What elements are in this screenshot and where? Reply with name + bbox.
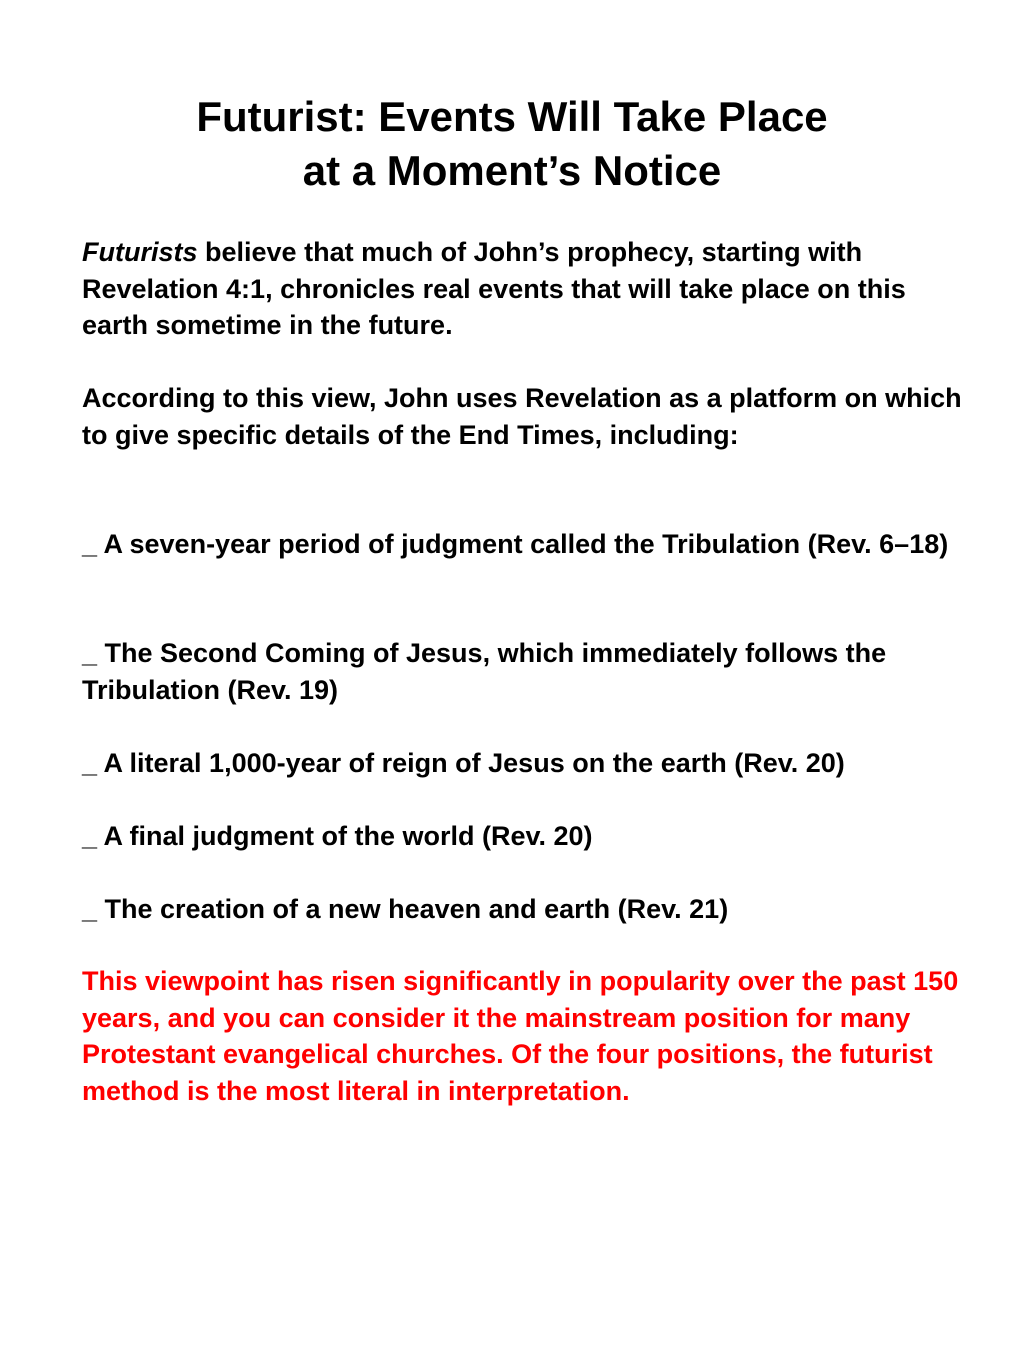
title-line-2: at a Moment’s Notice	[302, 147, 722, 194]
conclusion-paragraph: This viewpoint has risen significantly in popularity over the past 150 years, and you can consider it the mainstream position for many Protestant evangelical churches. Of the four positions, the futurist method is the most literal in interpretation.	[82, 966, 959, 1106]
view-paragraph: According to this view, John uses Revelation as a platform on which to give specific details of the End Times, including:	[82, 383, 962, 450]
bullet-item: _ The Second Coming of Jesus, which immediately follows the Tribulation (Rev. 19)	[82, 638, 887, 705]
bullet-item: _ A literal 1,000-year of reign of Jesus on the earth (Rev. 20)	[82, 748, 845, 778]
intro-term: Futurists	[82, 237, 198, 267]
intro-text: believe that much of John’s prophecy, starting with Revelation 4:1, chronicles real events that will take place on this earth sometime in the future.	[82, 237, 906, 340]
bullet-item: _ A seven-year period of judgment called the Tribulation (Rev. 6–18)	[82, 529, 949, 559]
page-title	[0, 90, 1024, 198]
bullet-item: _ The creation of a new heaven and earth (Rev. 21)	[82, 894, 729, 924]
title-line-1: Futurist: Events Will Take Place	[196, 93, 828, 140]
bullet-item: _ A final judgment of the world (Rev. 20)	[82, 821, 593, 851]
intro-paragraph	[82, 234, 962, 344]
